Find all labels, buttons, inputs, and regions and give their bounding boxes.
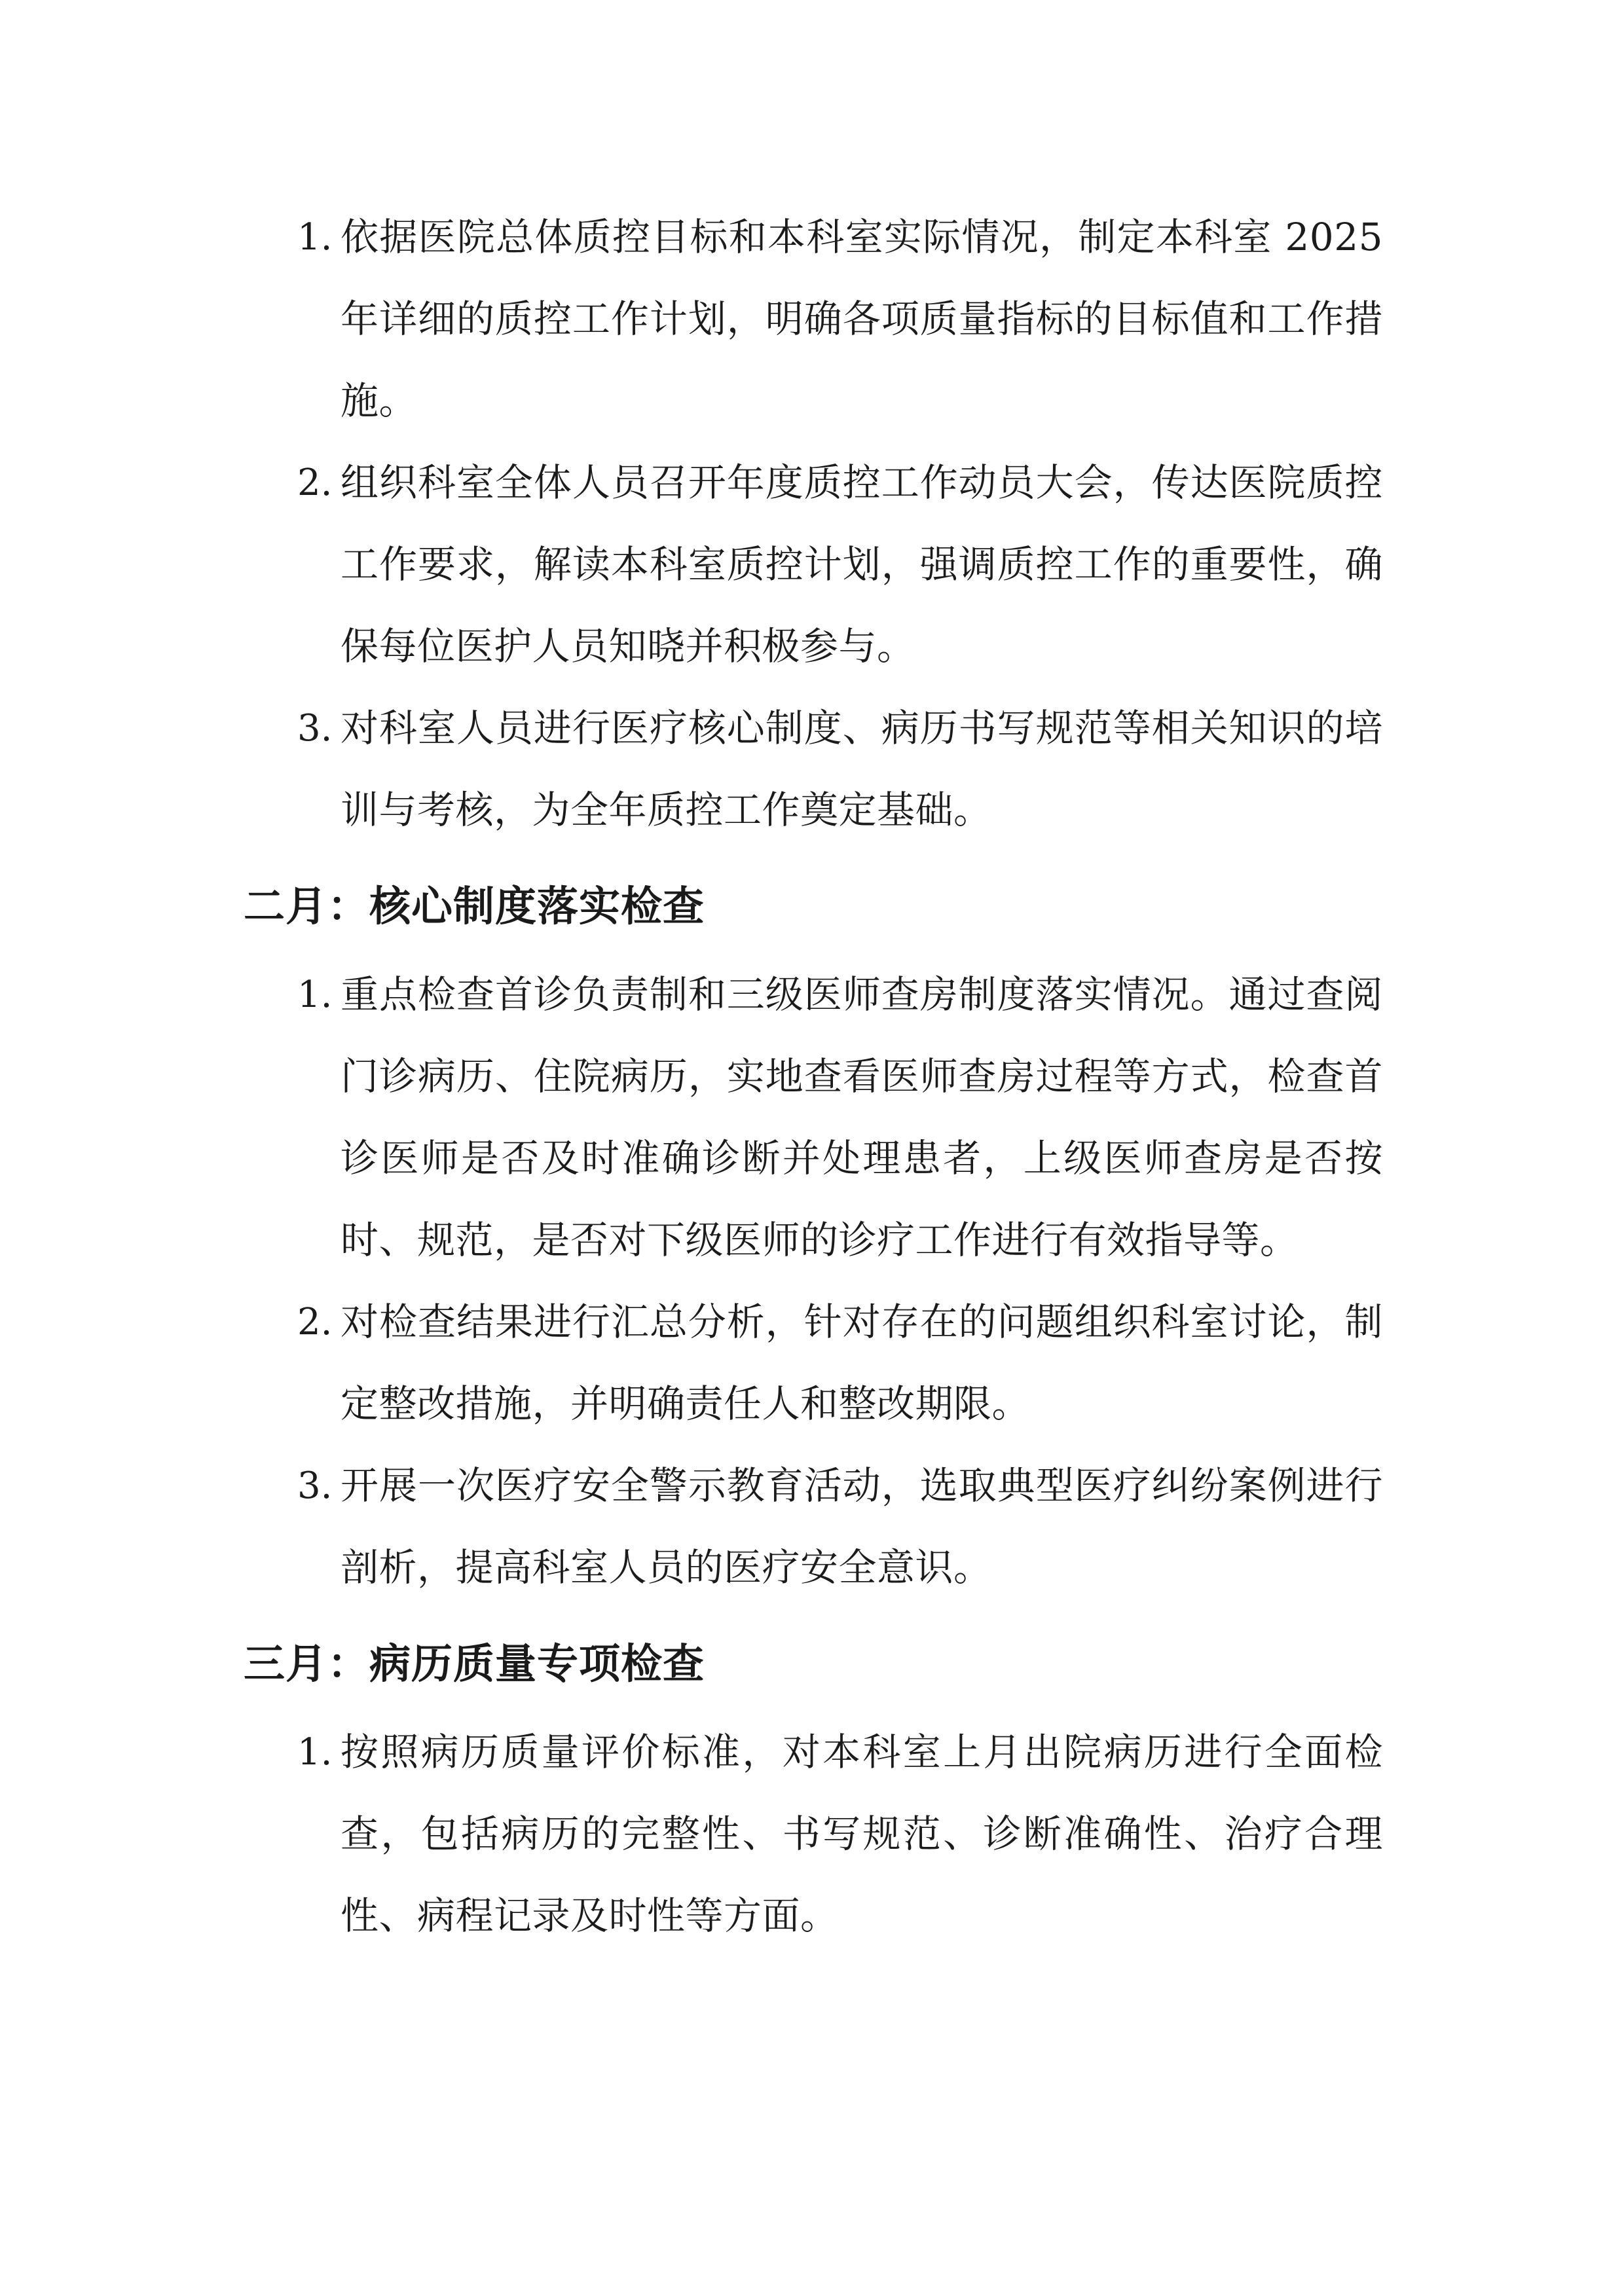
list-item bbox=[244, 954, 1383, 1281]
list-item-number: 1. bbox=[297, 974, 333, 1016]
list-item-text: 对科室人员进行医疗核心制度、病历书写规范等相关知识的培训与考核，为全年质控工作奠定基础。 bbox=[341, 706, 1383, 832]
list-item-number: 3. bbox=[297, 707, 333, 750]
numbered-list bbox=[244, 196, 1383, 851]
list-item bbox=[244, 1711, 1383, 1957]
numbered-list bbox=[244, 954, 1383, 1609]
list-item-number: 2. bbox=[297, 1301, 333, 1343]
list-item bbox=[244, 1281, 1383, 1445]
document-body bbox=[244, 196, 1383, 1957]
list-item-text: 对检查结果进行汇总分析，针对存在的问题组织科室讨论，制定整改措施，并明确责任人和整改期限。 bbox=[341, 1300, 1383, 1426]
list-item-text: 按照病历质量评价标准，对本科室上月出院病历进行全面检查，包括病历的完整性、书写规范、诊断准确性、治疗合理性、病程记录及时性等方面。 bbox=[341, 1730, 1383, 1938]
list-item-text: 重点检查首诊负责制和三级医师查房制度落实情况。通过查阅门诊病历、住院病历，实地查看医师查房过程等方式，检查首诊医师是否及时准确诊断并处理患者，上级医师查房是否按时、规范，是否对下级医师的诊疗工作进行有效指导等。 bbox=[341, 972, 1383, 1262]
document-section bbox=[244, 196, 1383, 851]
numbered-list bbox=[244, 1711, 1383, 1957]
list-item-number: 3. bbox=[297, 1465, 333, 1507]
list-item bbox=[244, 1445, 1383, 1609]
list-item-text: 开展一次医疗安全警示教育活动，选取典型医疗纠纷案例进行剖析，提高科室人员的医疗安全意识。 bbox=[341, 1463, 1383, 1590]
document-section bbox=[244, 866, 1383, 1609]
list-item-text: 组织科室全体人员召开年度质控工作动员大会，传达医院质控工作要求，解读本科室质控计划，强调质控工作的重要性，确保每位医护人员知晓并积极参与。 bbox=[341, 460, 1383, 668]
list-item bbox=[244, 687, 1383, 851]
list-item bbox=[244, 442, 1383, 687]
list-item-text: 依据医院总体质控目标和本科室实际情况，制定本科室 2025 年详细的质控工作计划，明确各项质量指标的目标值和工作措施。 bbox=[341, 215, 1383, 423]
month-heading: 三月：病历质量专项检查 bbox=[244, 1639, 705, 1688]
list-item-number: 1. bbox=[297, 216, 333, 259]
list-item-number: 1. bbox=[297, 1731, 333, 1774]
document-section bbox=[244, 1623, 1383, 1957]
list-item bbox=[244, 196, 1383, 442]
list-item-number: 2. bbox=[297, 462, 333, 504]
month-heading: 二月：核心制度落实检查 bbox=[244, 882, 705, 930]
